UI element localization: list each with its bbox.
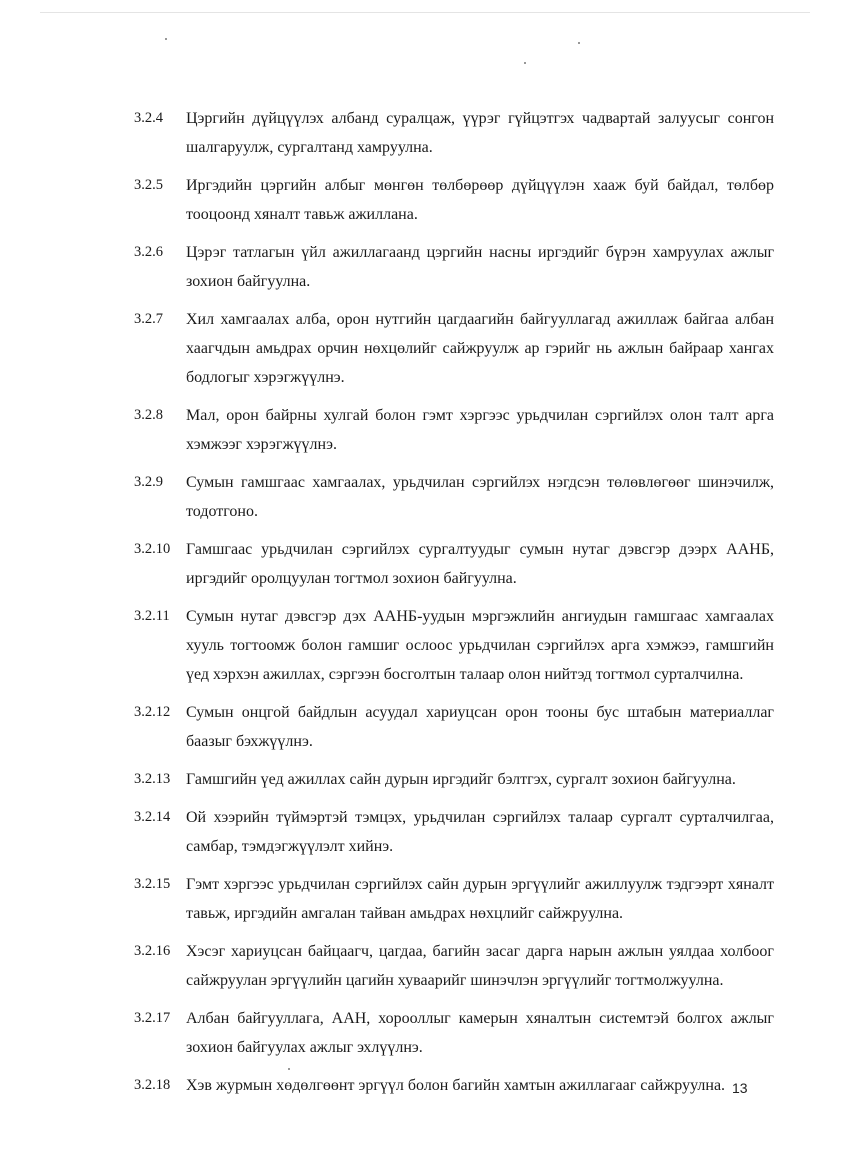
item-number: 3.2.7 bbox=[134, 311, 163, 327]
item-text: Иргэдийн цэргийн албыг мөнгөн төлбөрөөр дүйцүүлэн хааж буй байдал, төлбөр тооцоонд хяналт тавьж ажиллана. bbox=[186, 177, 774, 223]
page-number: 13 bbox=[732, 1080, 748, 1096]
item-text: Хэсэг хариуцсан байцаагч, цагдаа, багийн засаг дарга нарын ажлын уялдаа холбоог сайжруулан эргүүлийн цагийн хуваарийг шинэчлэн эргүүлийг тогтмолжуулна. bbox=[186, 943, 774, 989]
item-number: 3.2.11 bbox=[134, 608, 170, 624]
list-item bbox=[134, 305, 774, 392]
item-number: 3.2.18 bbox=[134, 1077, 171, 1093]
list-item bbox=[134, 870, 774, 928]
list-item bbox=[134, 698, 774, 756]
item-text: Гамшгаас урьдчилан сэргийлэх сургалтуудыг сумын нутаг дэвсгэр дээрх ААНБ, иргэдийг оролцуулан тогтмол зохион байгуулна. bbox=[186, 541, 774, 587]
list-item bbox=[134, 104, 774, 162]
item-text: Сумын нутаг дэвсгэр дэх ААНБ-уудын мэргэжлийн ангиудын гамшгаас хамгаалах хууль тогтоомж болон гамшиг ослоос урьдчилан сэргийлэх арга хэмжээ, гамшгийн үед хэрхэн ажиллах, сэргээн босголтын талаар олон нийтэд тогтмол сурталчилна. bbox=[186, 608, 774, 683]
item-text: Цэргийн дүйцүүлэх албанд суралцаж, үүрэг гүйцэтгэх чадвартай залуусыг сонгон шалгаруулж, сургалтанд хамруулна. bbox=[186, 110, 774, 156]
item-text: Сумын гамшгаас хамгаалах, урьдчилан сэргийлэх нэгдсэн төлөвлөгөөг шинэчилж, тодотгоно. bbox=[186, 474, 774, 520]
item-text: Албан байгууллага, ААН, хорооллыг камерын хяналтын системтэй болгох ажлыг зохион байгуулах ажлыг эхлүүлнэ. bbox=[186, 1010, 774, 1056]
list-item bbox=[134, 1071, 774, 1100]
numbered-list bbox=[134, 104, 774, 1109]
item-number: 3.2.13 bbox=[134, 771, 171, 787]
item-number: 3.2.16 bbox=[134, 943, 171, 959]
list-item bbox=[134, 1004, 774, 1062]
scan-edge bbox=[40, 12, 810, 13]
item-text: Хил хамгаалах алба, орон нутгийн цагдаагийн байгууллагад ажиллаж байгаа албан хаагчдын амьдрах орчин нөхцөлийг сайжруулж ар гэрийг нь ажлын байраар хангах бодлогыг хэрэгжүүлнэ. bbox=[186, 311, 774, 386]
item-number: 3.2.17 bbox=[134, 1010, 171, 1026]
scan-speck bbox=[524, 62, 526, 64]
item-number: 3.2.8 bbox=[134, 407, 163, 423]
item-number: 3.2.14 bbox=[134, 809, 171, 825]
list-item bbox=[134, 765, 774, 794]
scan-speck bbox=[578, 42, 580, 44]
item-text: Мал, орон байрны хулгай болон гэмт хэргээс урьдчилан сэргийлэх олон талт арга хэмжээг хэрэгжүүлнэ. bbox=[186, 407, 774, 453]
item-number: 3.2.5 bbox=[134, 177, 163, 193]
item-number: 3.2.15 bbox=[134, 876, 171, 892]
list-item bbox=[134, 937, 774, 995]
list-item bbox=[134, 238, 774, 296]
scan-speck bbox=[165, 38, 167, 40]
item-number: 3.2.4 bbox=[134, 110, 163, 126]
item-number: 3.2.10 bbox=[134, 541, 171, 557]
list-item bbox=[134, 535, 774, 593]
item-number: 3.2.12 bbox=[134, 704, 171, 720]
item-text: Ой хээрийн түймэртэй тэмцэх, урьдчилан сэргийлэх талаар сургалт сурталчилгаа, самбар, тэмдэгжүүлэлт хийнэ. bbox=[186, 809, 774, 855]
list-item bbox=[134, 468, 774, 526]
item-text: Цэрэг татлагын үйл ажиллагаанд цэргийн насны иргэдийг бүрэн хамруулах ажлыг зохион байгуулна. bbox=[186, 244, 774, 290]
item-text: Сумын онцгой байдлын асуудал хариуцсан орон тооны бус штабын материаллаг баазыг бэхжүүлнэ. bbox=[186, 704, 774, 750]
item-text: Хэв журмын хөдөлгөөнт эргүүл болон багийн хамтын ажиллагааг сайжруулна. bbox=[186, 1077, 726, 1094]
item-text: Гамшгийн үед ажиллах сайн дурын иргэдийг бэлтгэх, сургалт зохион байгуулна. bbox=[186, 771, 736, 788]
item-number: 3.2.9 bbox=[134, 474, 163, 490]
list-item bbox=[134, 803, 774, 861]
item-text: Гэмт хэргээс урьдчилан сэргийлэх сайн дурын эргүүлийг ажиллуулж тэдгээрт хяналт тавьж, иргэдийн амгалан тайван амьдрах нөхцлийг сайжруулна. bbox=[186, 876, 774, 922]
list-item bbox=[134, 602, 774, 689]
list-item bbox=[134, 171, 774, 229]
list-item bbox=[134, 401, 774, 459]
item-number: 3.2.6 bbox=[134, 244, 163, 260]
